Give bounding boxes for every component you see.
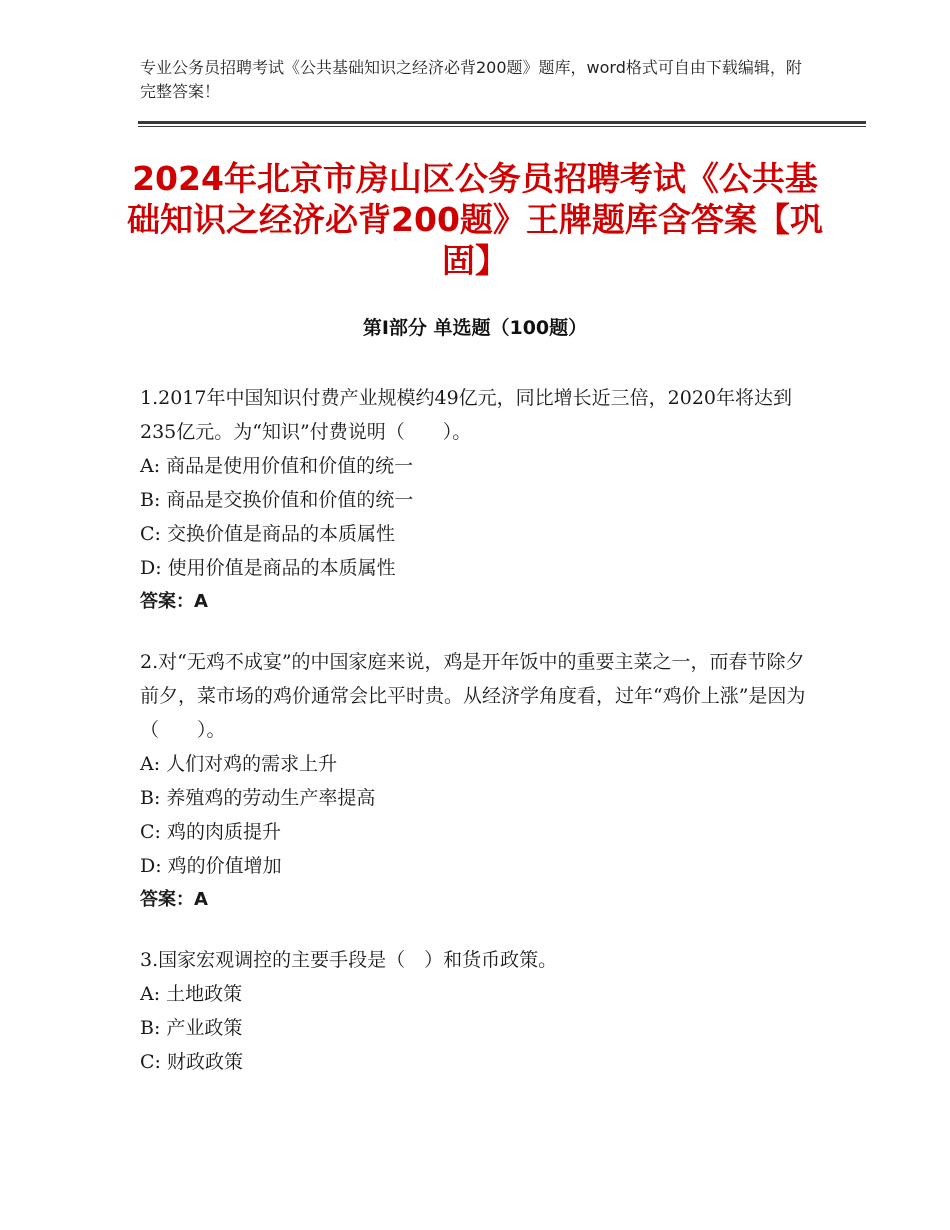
document-title: 2024年北京市房山区公务员招聘考试《公共基础知识之经济必背200题》王牌题库含答案【巩固】 <box>127 159 823 280</box>
option-a: A: 土地政策 <box>140 983 243 1005</box>
option-d: D: 鸡的价值增加 <box>140 855 282 877</box>
option-a: A: 商品是使用价值和价值的统一 <box>140 455 414 477</box>
option-c: C: 财政政策 <box>140 1051 243 1073</box>
question-stem: 3.国家宏观调控的主要手段是（ ）和货币政策。 <box>140 949 558 971</box>
question-stem: 1.2017年中国知识付费产业规模约49亿元，同比增长近三倍，2020年将达到235亿元。为“知识”付费说明（ ）。 <box>140 387 793 443</box>
header-divider-thin <box>138 126 866 127</box>
header-divider-thick <box>138 121 866 124</box>
question-stem: 2.对“无鸡不成宴”的中国家庭来说，鸡是开年饭中的重要主菜之一，而春节除夕前夕，菜市场的鸡价通常会比平时贵。从经济学角度看，过年“鸡价上涨”是因为（ ）。 <box>140 651 806 741</box>
option-b: B: 商品是交换价值和价值的统一 <box>140 489 414 511</box>
option-d: D: 使用价值是商品的本质属性 <box>140 557 396 579</box>
answer: 答案：A <box>140 889 208 910</box>
option-a: A: 人们对鸡的需求上升 <box>140 753 338 775</box>
option-b: B: 产业政策 <box>140 1017 243 1039</box>
question-2 <box>140 645 810 917</box>
question-1 <box>140 381 810 619</box>
option-c: C: 鸡的肉质提升 <box>140 821 281 843</box>
section-title: 第I部分 单选题（100题） <box>362 317 588 339</box>
option-c: C: 交换价值是商品的本质属性 <box>140 523 395 545</box>
header-note: 专业公务员招聘考试《公共基础知识之经济必背200题》题库，word格式可自由下载编辑，附完整答案！ <box>140 58 802 101</box>
question-list <box>140 381 810 1105</box>
option-b: B: 养殖鸡的劳动生产率提高 <box>140 787 376 809</box>
question-3 <box>140 943 810 1079</box>
answer: 答案：A <box>140 591 208 612</box>
